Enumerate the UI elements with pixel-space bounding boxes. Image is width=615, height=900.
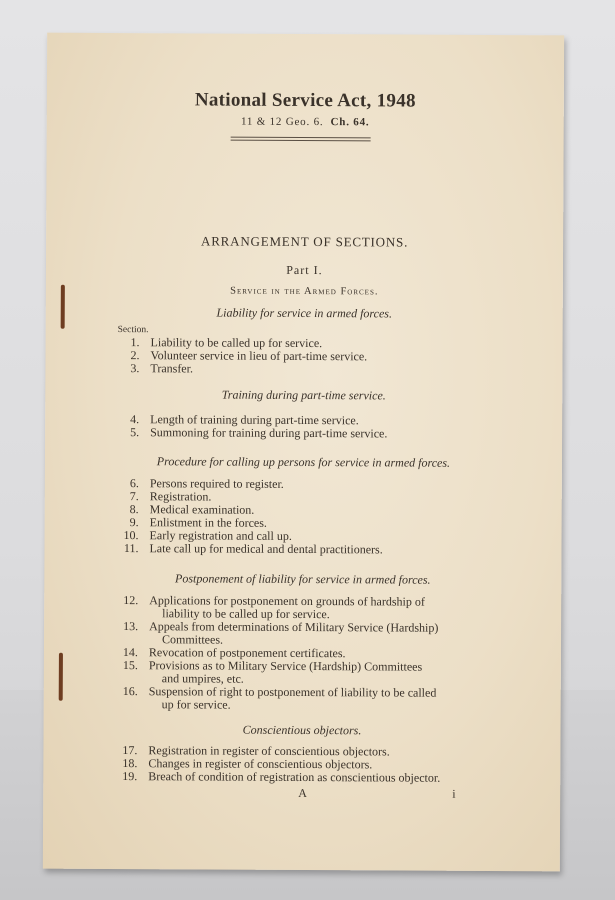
list-item [117,362,492,377]
section-text: Enlistment in the forces. [149,515,267,530]
section-text-continuation: up for service. [161,697,231,712]
list-item [116,542,491,557]
document-page [43,33,564,872]
section-number: 4. [130,412,140,427]
section-number: 13. [123,619,139,634]
section-text: Transfer. [150,361,194,376]
section-number: 2. [130,348,140,363]
section-number: 16. [122,684,138,699]
section-text: Late call up for medical and dental practitioners. [149,541,383,557]
group-heading: Training during part-time service. [221,387,386,403]
section-number: 9. [129,515,139,530]
section-text-continuation: Committees. [161,632,224,647]
section-text: Revocation of postponement certificates. [148,645,346,661]
signature-mark: A [298,785,307,801]
page-number: i [452,786,456,801]
section-text: Early registration and call up. [149,528,292,543]
section-number: 8. [129,502,139,517]
document-subtitle [47,115,564,130]
arrangement-heading: ARRANGEMENT OF SECTIONS. [201,233,409,250]
section-text-continuation: and umpires, etc. [161,671,244,686]
list-item [116,659,491,687]
section-text: Length of training during part-time service. [150,412,359,428]
section-text: Provisions as to Military Service (Hardship) Committees [148,658,423,674]
list-item [116,594,491,622]
group-heading: Postponement of liability for service in armed forces. [175,571,431,587]
section-label: Section. [117,325,149,336]
title-rule [231,137,371,139]
section-number: 1. [130,335,140,350]
section-number: 5. [130,425,140,440]
section-text: Appeals from determinations of Military Service (Hardship) [149,619,439,635]
list-item [115,770,515,785]
document-title: National Service Act, 1948 [194,89,416,112]
section-text: Summoning for training during part-time service. [150,425,388,441]
section-number: 6. [129,476,139,491]
citation: 11 & 12 Geo. 6. [240,115,324,129]
section-number: 15. [122,658,138,673]
chapter: Ch. 64. [330,116,370,129]
list-item [117,426,492,441]
section-number: 19. [122,769,138,784]
section-number: 17. [122,743,138,758]
section-text: Suspension of right to postponement of liability to be called [148,684,437,700]
section-text: Volunteer service in lieu of part-time service. [150,348,368,364]
section-text: Persons required to register. [149,476,284,491]
group-heading: Procedure for calling up persons for service in armed forces. [156,454,451,470]
section-text: Changes in register of conscientious objectors. [148,756,373,772]
section-text: Breach of condition of registration as conscientious objector. [148,769,441,785]
list-item [116,685,491,713]
section-number: 18. [122,756,138,771]
section-number: 10. [123,528,139,543]
part-label: Part I. [286,262,323,278]
section-number: 12. [123,593,139,608]
group-heading: Conscientious objectors. [242,722,362,738]
section-number: 14. [122,645,138,660]
part-title: Service in the Armed Forces. [230,285,379,298]
section-text: Medical examination. [149,502,255,517]
section-text: Applications for postponement on grounds of hardship of [149,593,425,609]
group-heading: Liability for service in armed forces. [216,305,393,321]
section-text: Registration in register of conscientious objectors. [148,743,390,759]
section-text: Registration. [149,489,212,504]
section-text-continuation: liability to be called up for service. [162,606,330,622]
section-number: 7. [129,489,139,504]
list-item [116,620,491,648]
section-text: Liability to be called up for service. [150,335,323,351]
section-number: 11. [123,541,139,556]
section-number: 3. [130,361,140,376]
title-rule [231,140,371,142]
staple [59,653,63,701]
